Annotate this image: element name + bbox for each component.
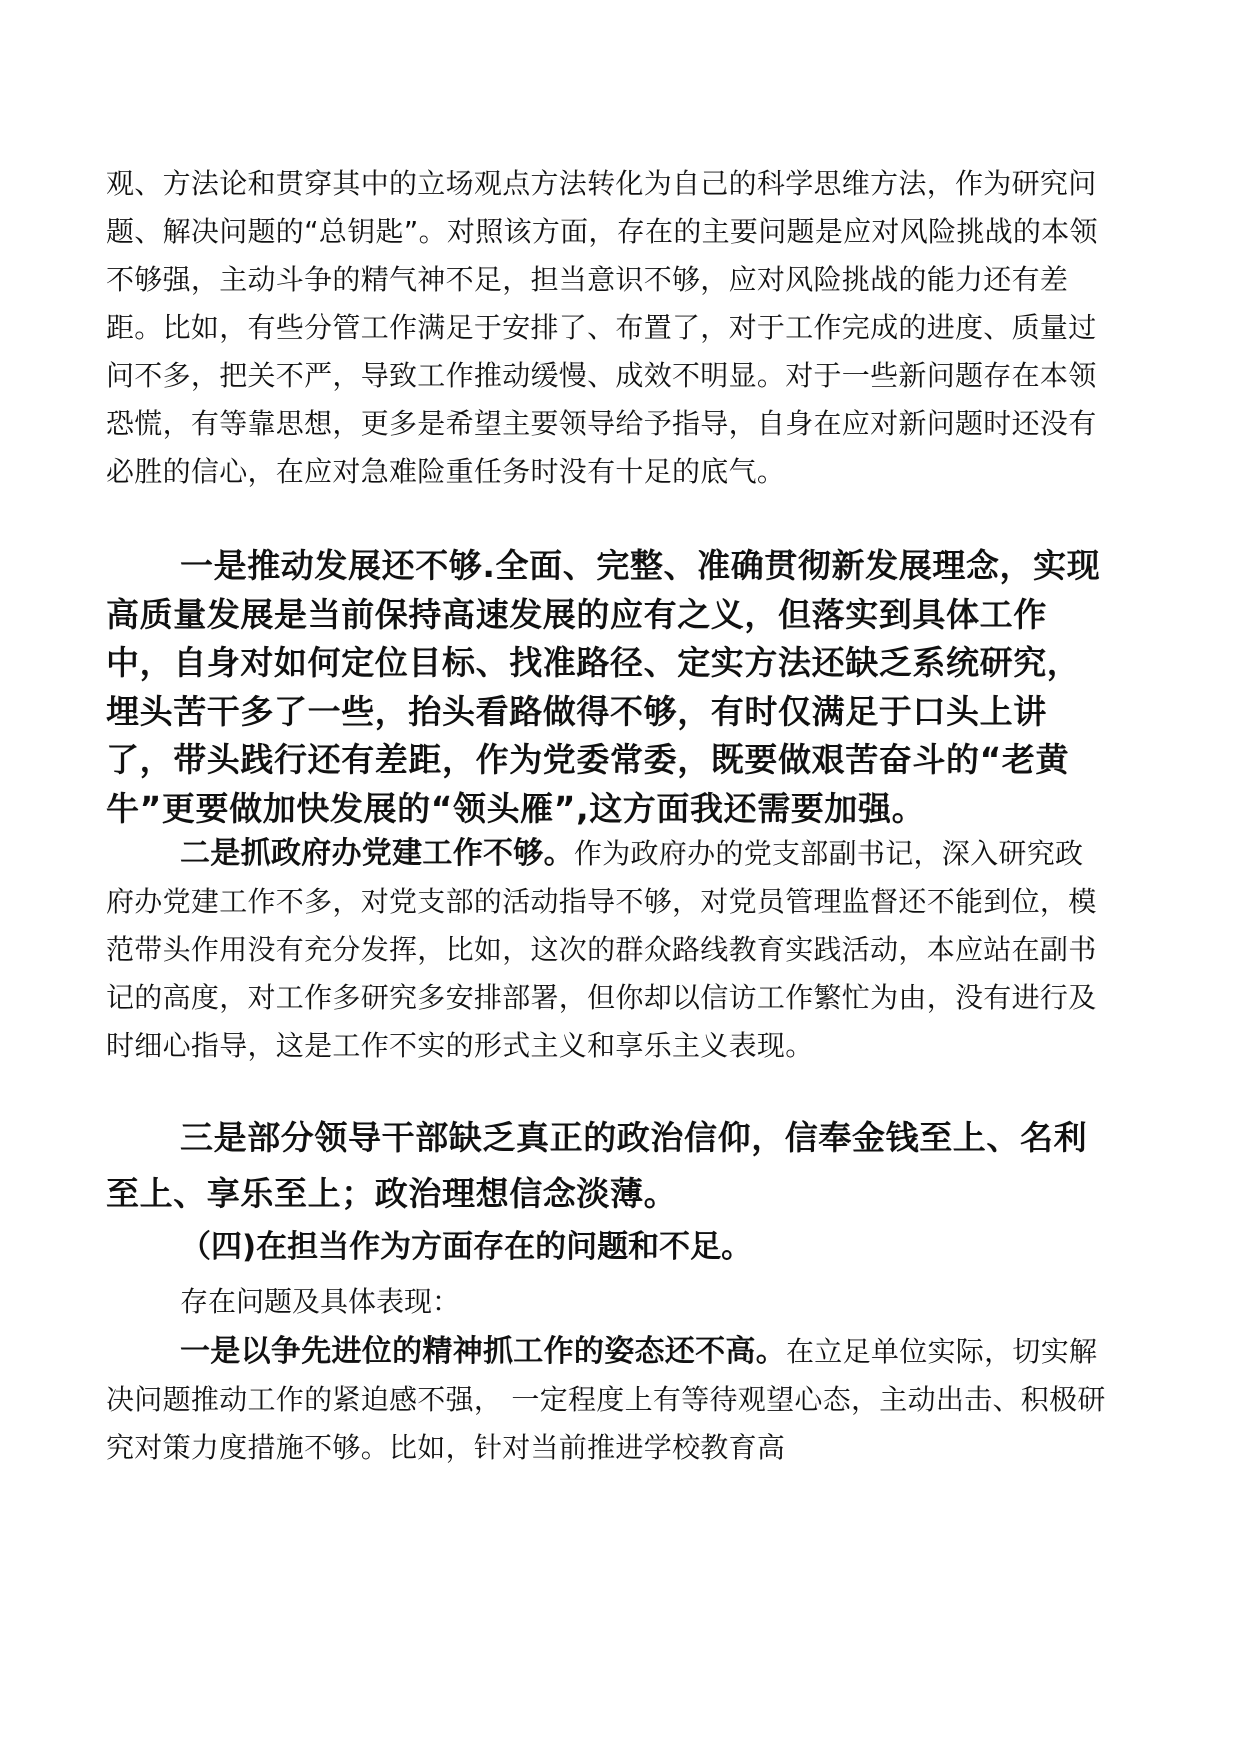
section-heading-4: （四)在担当作为方面存在的问题和不足。 bbox=[180, 1229, 753, 1265]
paragraph-body-party-building: 作为政府办的党支部副书记，深入研究政府办党建工作不多，对党支部的活动指导不够，对党员管理监督还不能到位，模范带头作用没有充分发挥，比如，这次的群众路线教育实践活动，本应站在副书记的高度，对工作多研究多安排部署，但你却以信访工作繁忙为由，没有进行及时细心指导，这是工作不实的形式主义和享乐主义表现。 bbox=[106, 837, 1097, 1062]
paragraph-development-issue: 一是推动发展还不够.全面、完整、准确贯彻新发展理念，实现高质量发展是当前保持高速发展的应有之义，但落实到具体工作中，自身对如何定位目标、找准路径、定实方法还缺乏系统研究，埋头苦干多了一些，抬头看路做得不够，有时仅满足于口头上讲了，带头践行还有差距，作为党委常委，既要做艰苦奋斗的“老黄牛”更要做加快发展的“领头雁”,这方面我还需要加强。 bbox=[106, 546, 1101, 828]
paragraph-lead-party-building: 二是抓政府办党建工作不够。 bbox=[180, 836, 574, 871]
label-problems: 存在问题及具体表现： bbox=[180, 1285, 461, 1318]
paragraph-body-initiative: 在立足单位实际，切实解决问题推动工作的紧迫感不强， 一定程度上有等待观望心态，主动出击、积极研究对策力度措施不够。比如，针对当前推进学校教育高 bbox=[106, 1335, 1106, 1464]
paragraph-initiative-issue bbox=[106, 1328, 1106, 1472]
paragraph-risk-challenges: 观、方法论和贯穿其中的立场观点方法转化为自己的科学思维方法，作为研究问题、解决问题的“总钥匙”。对照该方面，存在的主要问题是应对风险挑战的本领不够强，主动斗争的精气神不足，担当意识不够，应对风险挑战的能力还有差距。比如，有些分管工作满足于安排了、布置了，对于工作完成的进度、质量过问不多，把关不严，导致工作推动缓慢、成效不明显。对于一些新问题存在本领恐慌，有等靠思想，更多是希望主要领导给予指导，自身在应对新问题时还没有必胜的信心，在应对急难险重任务时没有十足的底气。 bbox=[106, 167, 1098, 488]
paragraph-lead-initiative: 一是以争先进位的精神抓工作的姿态还不高。 bbox=[180, 1334, 786, 1369]
paragraph-political-belief-issue: 三是部分领导干部缺乏真正的政治信仰，信奉金钱至上、名利至上、享乐至上；政治理想信念淡薄。 bbox=[106, 1118, 1088, 1213]
paragraph-party-building-issue bbox=[106, 830, 1106, 1070]
